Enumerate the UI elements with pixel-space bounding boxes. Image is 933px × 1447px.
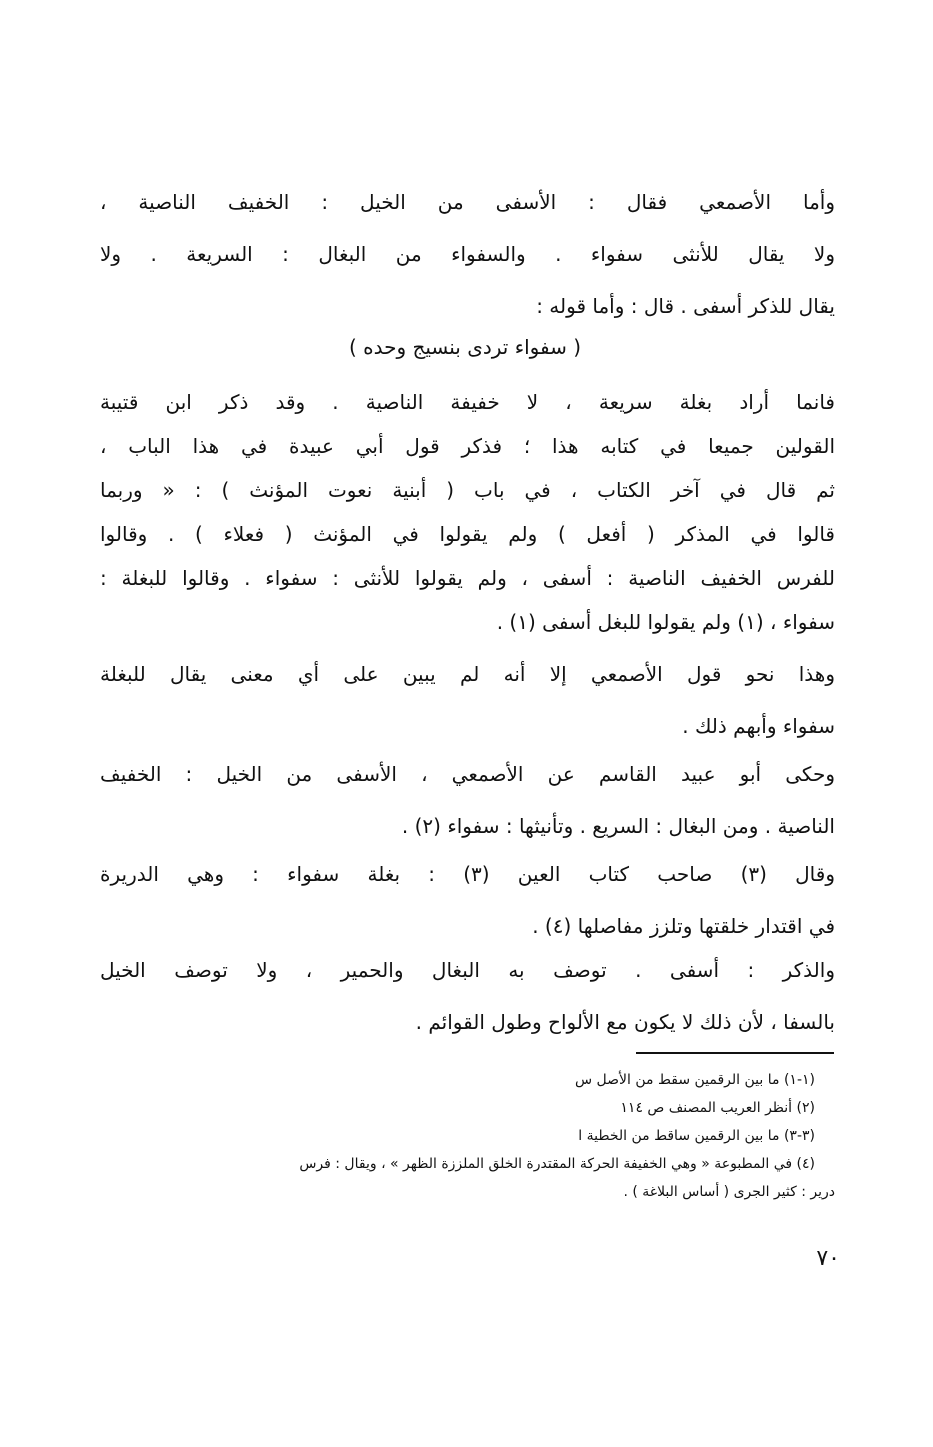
- text-line: يقال للذكر أسفى . قال : وأما قوله :: [536, 294, 835, 318]
- text-line: وأما الأصمعي فقال : الأسفى من الخيل : الخفيف الناصية ،: [100, 190, 835, 214]
- footnote-4-continued: درير : كثير الجرى ( أساس البلاغة ) .: [623, 1184, 835, 1200]
- footnote-3: (٣-٣) ما بين الرقمين ساقط من الخطية ا: [578, 1128, 815, 1144]
- verse-line: ( سفواء تردى بنسيج وحده ): [348, 335, 582, 359]
- paragraph-4: [100, 748, 835, 852]
- text-line: سفواء وأبهم ذلك .: [682, 714, 835, 738]
- paragraph-1: [100, 176, 835, 332]
- text-line: فانما أراد بغلة سريعة ، لا خفيفة الناصية . وقد ذكر ابن قتيبة: [100, 390, 835, 414]
- paragraph-3: [100, 648, 835, 752]
- text-line: للفرس الخفيف الناصية : أسفى ، ولم يقولوا للأنثى : سفواء . وقالوا للبغلة :: [100, 566, 835, 590]
- paragraph-6: [100, 944, 835, 1048]
- footnote-divider: [636, 1052, 834, 1054]
- text-line: والذكر : أسفى . توصف به البغال والحمير ، ولا توصف الخيل: [100, 958, 835, 982]
- text-line: قالوا في المذكر ( أفعل ) ولم يقولوا في المؤنث ( فعلاء ) . وقالوا: [100, 522, 835, 546]
- footnotes: [100, 1066, 835, 1206]
- page-number: ٧٠: [816, 1246, 840, 1271]
- footnote-4: (٤) في المطبوعة « وهي الخفيفة الحركة المقتدرة الخلق الملززة الظهر » ، ويقال : فرس: [299, 1156, 815, 1172]
- text-line: في اقتدار خلقتها وتلزز مفاصلها (٤) .: [532, 914, 835, 938]
- text-line: وقال (٣) صاحب كتاب العين (٣) : بغلة سفواء : وهي الدريرة: [100, 862, 835, 886]
- paragraph-5: [100, 848, 835, 952]
- footnote-2: (٢) أنظر العريب المصنف ص ١١٤: [620, 1100, 815, 1116]
- footnote-1: (١-١) ما بين الرقمين سقط من الأصل س: [574, 1072, 815, 1088]
- text-line: وحكى أبو عبيد القاسم عن الأصمعي ، الأسفى من الخيل : الخفيف: [100, 762, 835, 786]
- paragraph-2: [100, 380, 835, 644]
- text-line: وهذا نحو قول الأصمعي إلا أنه لم يبين على أي معنى يقال للبغلة: [100, 662, 835, 686]
- text-line: الناصية . ومن البغال : السريع . وتأنيثها : سفواء (٢) .: [401, 814, 835, 838]
- text-line: القولين جميعا في كتابه هذا ؛ فذكر قول أبي عبيدة في هذا الباب ،: [100, 434, 835, 458]
- text-line: ولا يقال للأنثى سفواء . والسفواء من البغال : السريعة . ولا: [100, 242, 835, 266]
- text-line: بالسفا ، لأن ذلك لا يكون مع الألواح وطول القوائم .: [415, 1010, 835, 1034]
- text-line: سفواء ، (١) ولم يقولوا للبغل أسفى (١) .: [496, 610, 835, 634]
- text-line: ثم قال في آخر الكتاب ، في باب ( أبنية نعوت المؤنث ) : « وربما: [100, 478, 835, 502]
